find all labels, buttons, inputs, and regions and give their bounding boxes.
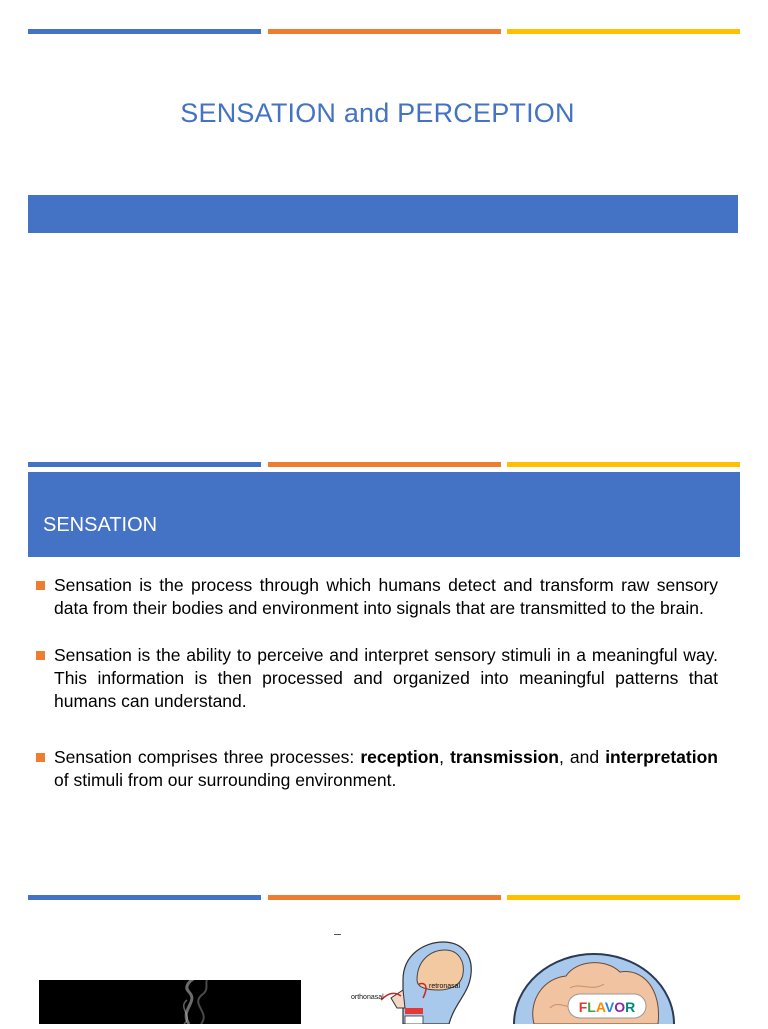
- section-heading: SENSATION: [43, 514, 158, 536]
- flavor-word: [579, 999, 636, 1015]
- orthonasal-label: orthonasal: [351, 994, 384, 1001]
- bullet-text: Sensation is the process through which humans detect and transform raw sensory data from their bodies and environment into signals that are transmitted to the brain.: [54, 575, 718, 618]
- stripe-gold: [507, 895, 740, 900]
- bullet-item: [34, 746, 718, 792]
- title-band: [28, 195, 738, 233]
- bullet-text-end: of stimuli from our surrounding environment.: [54, 770, 397, 790]
- bullet-text: Sensation is the ability to perceive and interpret sensory stimuli in a meaningful way. This information is then processed and organized into meaningful patterns that humans can understand.: [54, 645, 718, 711]
- bold-term: reception: [360, 747, 440, 767]
- smoke-icon: [39, 980, 301, 1024]
- bullet-item: [34, 574, 718, 620]
- stripe-orange: [268, 462, 501, 467]
- section-header: [28, 472, 740, 557]
- flavor-letter: F: [578, 999, 588, 1015]
- bold-term: transmission: [450, 747, 559, 767]
- stripe-gold: [507, 29, 740, 34]
- flavor-letter: O: [614, 999, 626, 1015]
- smoke-image: [39, 980, 301, 1024]
- flavor-letter: V: [604, 999, 615, 1015]
- bullet-list: [34, 574, 718, 792]
- flavor-letter: R: [625, 999, 636, 1015]
- flavor-letter: A: [595, 999, 605, 1015]
- accent-stripe: [28, 895, 740, 900]
- retronasal-label: retronasal: [429, 983, 461, 990]
- dash-mark: [334, 934, 341, 935]
- bullet-square-icon: [36, 651, 45, 660]
- bullet-item: [34, 644, 718, 713]
- bullet-square-icon: [36, 753, 45, 762]
- nasal-anatomy-diagram: [345, 940, 495, 1024]
- flavor-letter: L: [587, 999, 596, 1015]
- slide-title: SENSATION and PERCEPTION: [180, 98, 575, 128]
- stripe-orange: [268, 895, 501, 900]
- stripe-blue: [28, 29, 261, 34]
- bold-term: interpretation: [605, 747, 718, 767]
- bullet-square-icon: [36, 581, 45, 590]
- stripe-gold: [507, 462, 740, 467]
- separator: ,: [439, 747, 451, 767]
- stripe-blue: [28, 462, 261, 467]
- flavor-brain-diagram: [510, 948, 680, 1024]
- stripe-orange: [268, 29, 501, 34]
- accent-stripe: [28, 462, 740, 467]
- bullet-text-start: Sensation comprises three processes:: [54, 747, 361, 767]
- accent-stripe: [28, 29, 740, 34]
- stripe-blue: [28, 895, 261, 900]
- separator: , and: [559, 747, 606, 767]
